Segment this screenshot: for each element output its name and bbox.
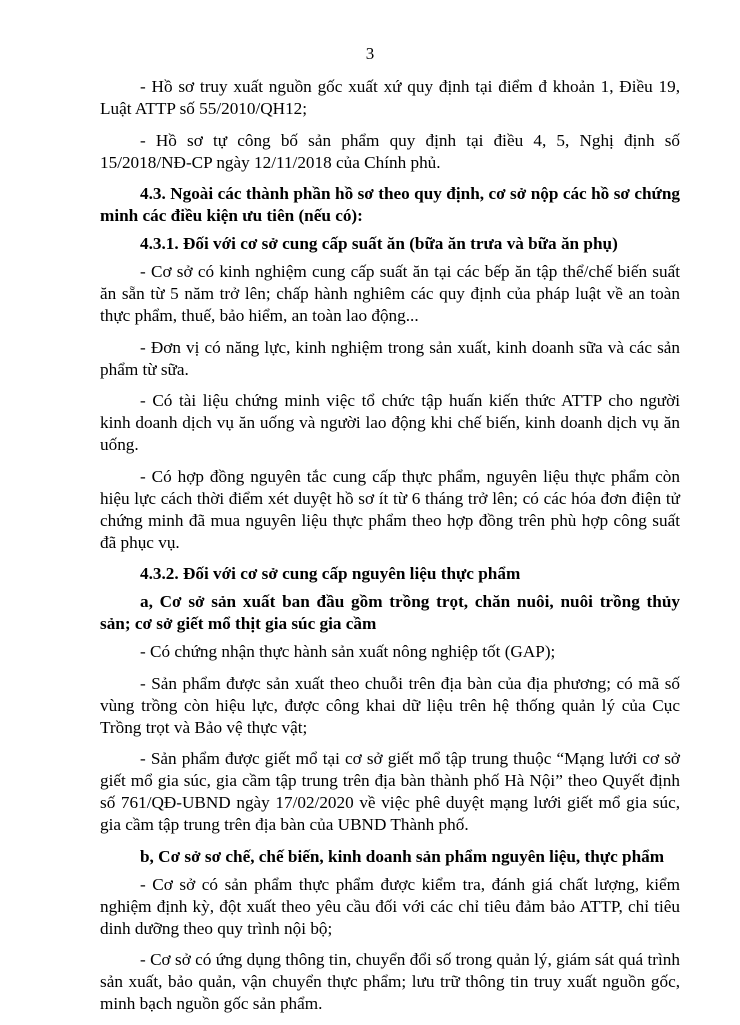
subsection-heading: 4.3.2. Đối với cơ sở cung cấp nguyên liệu thực phẩm — [140, 564, 521, 583]
paragraph: - Đơn vị có năng lực, kinh nghiệm trong sản xuất, kinh doanh sữa và các sản phẩm từ sữa. — [100, 337, 680, 379]
paragraph: - Sản phẩm được giết mổ tại cơ sở giết mổ tập trung thuộc “Mạng lưới cơ sở giết mổ gia súc, gia cầm tập trung trên địa bàn thành phố Hà Nội” theo Quyết định số 761/QĐ-UBND ngày 17/02/2020 về việc phê duyệt mạng lưới giết mổ gia súc, gia cầm tập trung trên địa bàn của UBND Thành phố. — [100, 749, 680, 834]
paragraph: - Có chứng nhận thực hành sản xuất nông nghiệp tốt (GAP); — [140, 642, 556, 661]
paragraph: - Có hợp đồng nguyên tắc cung cấp thực phẩm, nguyên liệu thực phẩm còn hiệu lực cách thời điểm xét duyệt hồ sơ ít từ 6 tháng trở lên; có các hóa đơn điện tử chứng minh đã mua nguyên liệu thực phẩm theo hợp đồng trên phù hợp công suất đã phục vụ. — [100, 466, 680, 552]
paragraph: - Cơ sở có sản phẩm thực phẩm được kiểm tra, đánh giá chất lượng, kiểm nghiệm định kỳ, đột xuất theo yêu cầu đối với các chỉ tiêu đảm bảo ATTP, chỉ tiêu dinh dưỡng theo quy trình nội bộ; — [100, 874, 680, 938]
paragraph: - Hồ sơ tự công bố sản phẩm quy định tại điều 4, 5, Nghị định số 15/2018/NĐ-CP ngày 12/11/2018 của Chính phủ. — [100, 130, 680, 172]
subsection-heading: 4.3.1. Đối với cơ sở cung cấp suất ăn (bữa ăn trưa và bữa ăn phụ) — [140, 234, 618, 253]
section-heading: 4.3. Ngoài các thành phần hồ sơ theo quy định, cơ sở nộp các hồ sơ chứng minh các điều kiện ưu tiên (nếu có): — [100, 184, 680, 225]
paragraph: - Sản phẩm được sản xuất theo chuỗi trên địa bàn của địa phương; có mã số vùng trồng còn hiệu lực, được công khai dữ liệu trên hệ thống quản lý của Cục Trồng trọt và Bảo vệ thực vật; — [100, 673, 680, 737]
paragraph: - Cơ sở có kinh nghiệm cung cấp suất ăn tại các bếp ăn tập thể/chế biến suất ăn sẵn từ 5 năm trở lên; chấp hành nghiêm các quy định của pháp luật về an toàn thực phẩm, thuế, bảo hiểm, an toàn lao động... — [100, 262, 680, 325]
paragraph: - Có tài liệu chứng minh việc tổ chức tập huấn kiến thức ATTP cho người kinh doanh dịch vụ ăn uống và người lao động khi chế biến, kinh doanh dịch vụ ăn uống. — [100, 391, 680, 454]
paragraph: - Hồ sơ truy xuất nguồn gốc xuất xứ quy định tại điểm đ khoản 1, Điều 19, Luật ATTP số 55/2010/QH12; — [100, 77, 680, 118]
document-body — [100, 76, 680, 1025]
subsection-heading: b, Cơ sở sơ chế, chế biến, kinh doanh sản phẩm nguyên liệu, thực phẩm — [140, 846, 665, 866]
subsection-heading: a, Cơ sở sản xuất ban đầu gồm trồng trọt, chăn nuôi, nuôi trồng thủy sản; cơ sở giết mổ thịt gia súc gia cầm — [100, 592, 680, 633]
paragraph: - Cơ sở có ứng dụng thông tin, chuyển đổi số trong quản lý, giám sát quá trình sản xuất, bảo quản, vận chuyển thực phẩm; lưu trữ thông tin truy xuất nguồn gốc, minh bạch nguồn gốc sản phẩm. — [100, 950, 680, 1013]
page-number: 3 — [365, 44, 375, 63]
